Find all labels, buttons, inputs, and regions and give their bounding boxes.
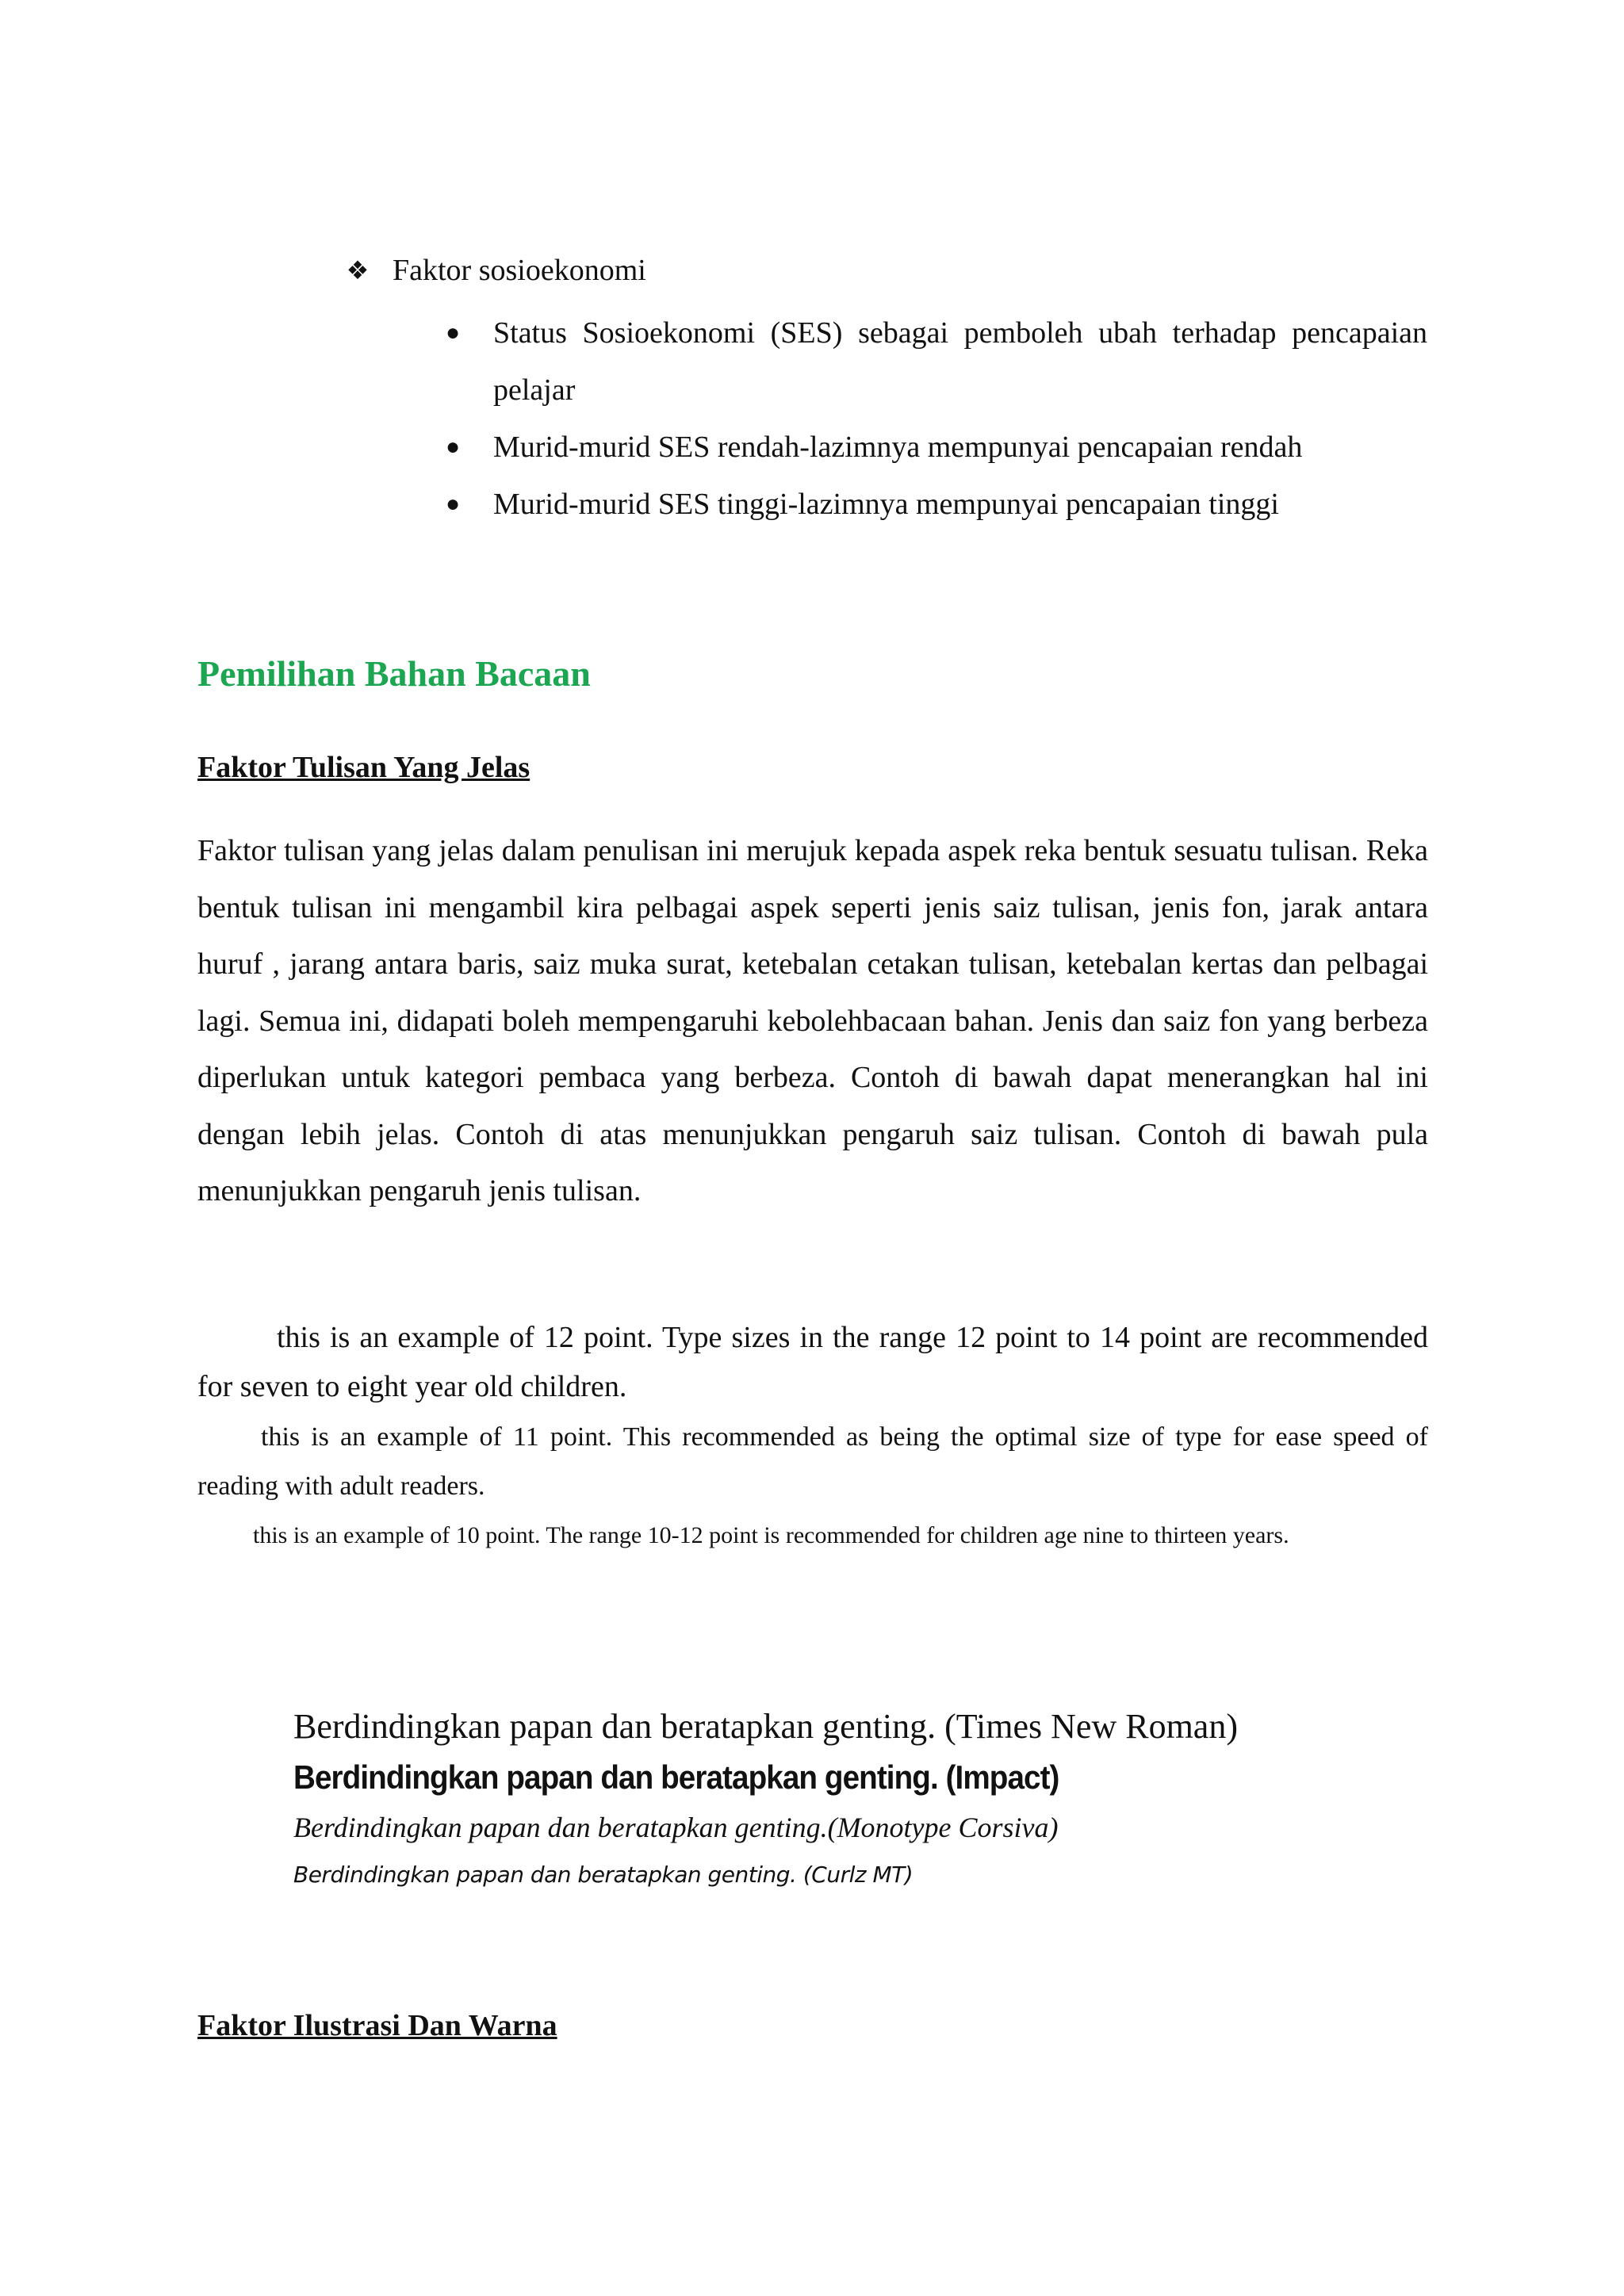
body-paragraph: Faktor tulisan yang jelas dalam penulisan ini merujuk kepada aspek reka bentuk sesuatu tulisan. Reka bentuk tulisan ini mengambil kira pelbagai aspek seperti jenis saiz tulisan, jenis fon, jarak antara huruf , jarang antara baris, saiz muka surat, ketebalan cetakan tulisan, ketebalan kertas dan pelbagai lagi. Semua ini, didapati boleh mempengaruhi kebolehbacaan bahan. Jenis dan saiz fon yang berbeza diperlukan untuk kategori pembaca yang berbeza. Contoh di bawah dapat menerangkan hal ini dengan lebih jelas. Contoh di atas menunjukkan pengaruh saiz tulisan. Contoh di bawah pula menunjukkan pengaruh jenis tulisan. <box>197 834 1428 1207</box>
sub-list-item-text: Status Sosioekonomi (SES) sebagai pemboleh ubah terhadap pencapaian pelajar <box>493 316 1427 407</box>
bullet-dot-icon: ● <box>446 491 461 517</box>
font-example-corsiva: Berdindingkan papan dan beratapkan genting.(Monotype Corsiva) <box>293 1812 1059 1843</box>
example-12-point: this is an example of 12 point. Type sizes in the range 12 point to 14 point are recommended for seven to eight year old children. <box>197 1321 1428 1403</box>
example-11-point: this is an example of 11 point. This recommended as being the optimal size of type for ease speed of reading with adult readers. <box>197 1422 1428 1501</box>
font-example-curlz: Berdindingkan papan dan beratapkan genting. (Curlz MT) <box>293 1862 914 1888</box>
bullet-dot-icon: ● <box>446 434 461 460</box>
sub-list-item-text: Murid-murid SES tinggi-lazimnya mempunyai pencapaian tinggi <box>493 488 1279 521</box>
section-title: Pemilihan Bahan Bacaan <box>197 653 591 694</box>
list-item-label: Faktor sosioekonomi <box>393 254 646 287</box>
subheading-faktor-tulisan: Faktor Tulisan Yang Jelas <box>197 751 530 784</box>
sub-list-item <box>444 476 1427 533</box>
sub-list-item <box>444 304 1427 419</box>
example-10-point: this is an example of 10 point. The range 10-12 point is recommended for children age nine to thirteen years. <box>253 1522 1289 1548</box>
font-example-impact: Berdindingkan papan dan beratapkan genting. (Impact) <box>293 1758 1059 1796</box>
sub-list-item-text: Murid-murid SES rendah-lazimnya mempunyai pencapaian rendah <box>493 430 1303 464</box>
sub-bullet-list <box>444 304 1427 533</box>
diamond-bullet-icon: ❖ <box>346 256 370 285</box>
subheading-faktor-ilustrasi: Faktor Ilustrasi Dan Warna <box>197 2009 557 2042</box>
list-item-faktor-sosioekonomi <box>343 251 646 290</box>
font-example-times: Berdindingkan papan dan beratapkan genting. (Times New Roman) <box>293 1707 1238 1746</box>
bullet-dot-icon: ● <box>446 320 461 346</box>
sub-list-item <box>444 419 1427 476</box>
